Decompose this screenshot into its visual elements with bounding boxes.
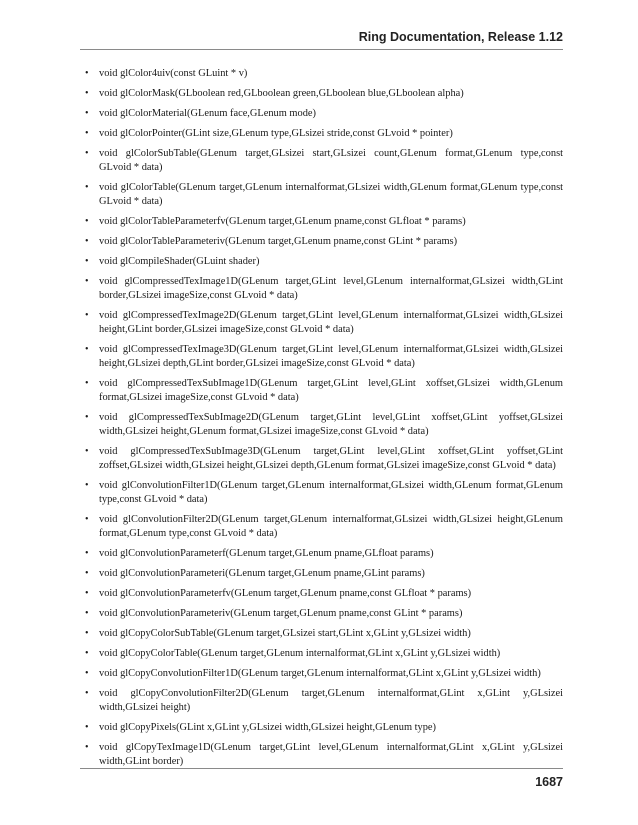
function-signature: void glConvolutionParameterf(GLenum target,GLenum pname,GLfloat params): [99, 548, 434, 559]
list-item: [83, 309, 563, 337]
function-signature: void glConvolutionParameteri(GLenum target,GLenum pname,GLint params): [99, 568, 425, 579]
list-item: [83, 87, 563, 101]
bullet-icon: •: [85, 276, 89, 287]
function-signature: void glColorSubTable(GLenum target,GLsizei start,GLsizei count,GLenum format,GLenum type,const GLvoid * data): [99, 148, 563, 173]
bullet-icon: •: [85, 68, 89, 79]
bullet-icon: •: [85, 742, 89, 753]
function-signature: void glConvolutionParameterfv(GLenum target,GLenum pname,const GLfloat * params): [99, 588, 472, 599]
function-signature: void glColorTableParameteriv(GLenum target,GLenum pname,const GLint * params): [99, 236, 458, 247]
bullet-icon: •: [85, 216, 89, 227]
bullet-icon: •: [85, 668, 89, 679]
list-item: [83, 445, 563, 473]
list-item: [83, 667, 563, 681]
header-divider: [80, 49, 563, 50]
bullet-icon: •: [85, 480, 89, 491]
function-signature: void glCopyColorTable(GLenum target,GLenum internalformat,GLint x,GLint y,GLsizei width): [99, 648, 501, 659]
bullet-icon: •: [85, 236, 89, 247]
bullet-icon: •: [85, 628, 89, 639]
bullet-icon: •: [85, 108, 89, 119]
bullet-icon: •: [85, 548, 89, 559]
function-signature: void glColorTable(GLenum target,GLenum internalformat,GLsizei width,GLenum format,GLenum type,const GLvoid * data): [99, 182, 563, 207]
footer-divider: [80, 768, 563, 769]
bullet-icon: •: [85, 128, 89, 139]
list-item: [83, 377, 563, 405]
page-number: 1687: [535, 775, 563, 789]
bullet-icon: •: [85, 688, 89, 699]
function-signature: void glColorTableParameterfv(GLenum target,GLenum pname,const GLfloat * params): [99, 216, 466, 227]
function-signature: void glColorMaterial(GLenum face,GLenum mode): [99, 108, 316, 119]
bullet-icon: •: [85, 412, 89, 423]
list-item: [83, 275, 563, 303]
function-signature: void glConvolutionFilter1D(GLenum target,GLenum internalformat,GLsizei width,GLenum format,GLenum type,const GLvoid * data): [99, 480, 563, 505]
function-signature: void glColor4uiv(const GLuint * v): [99, 68, 248, 79]
function-signature: void glCompileShader(GLuint shader): [99, 256, 260, 267]
bullet-icon: •: [85, 608, 89, 619]
function-signature: void glCompressedTexImage1D(GLenum target,GLint level,GLenum internalformat,GLsizei width,GLint border,GLsizei imageSize,const GLvoid * data): [99, 276, 563, 301]
function-signature: void glConvolutionFilter2D(GLenum target,GLenum internalformat,GLsizei width,GLsizei height,GLenum format,GLenum type,const GLvoid * data): [99, 514, 563, 539]
list-item: [83, 215, 563, 229]
function-signature: void glCopyTexImage1D(GLenum target,GLint level,GLenum internalformat,GLint x,GLint y,GLsizei width,GLint border): [99, 742, 563, 767]
function-signature: void glCompressedTexImage3D(GLenum target,GLint level,GLenum internalformat,GLsizei width,GLsizei height,GLsizei depth,GLint border,GLsizei imageSize,const GLvoid * data): [99, 344, 563, 369]
function-signature: void glCompressedTexSubImage1D(GLenum target,GLint level,GLint xoffset,GLsizei width,GLenum format,GLsizei imageSize,const GLvoid * data): [99, 378, 563, 403]
bullet-icon: •: [85, 344, 89, 355]
function-signature: void glCopyConvolutionFilter2D(GLenum target,GLenum internalformat,GLint x,GLint y,GLsizei width,GLsizei height): [99, 688, 563, 713]
function-list: [83, 67, 563, 769]
list-item: [83, 741, 563, 769]
list-item: [83, 567, 563, 581]
function-signature: void glCopyPixels(GLint x,GLint y,GLsizei width,GLsizei height,GLenum type): [99, 722, 436, 733]
list-item: [83, 67, 563, 81]
function-signature: void glCompressedTexSubImage2D(GLenum target,GLint level,GLint xoffset,GLint yoffset,GLsizei width,GLsizei height,GLenum format,GLsizei imageSize,const GLvoid * data): [99, 412, 563, 437]
bullet-icon: •: [85, 182, 89, 193]
bullet-icon: •: [85, 310, 89, 321]
list-item: [83, 547, 563, 561]
function-signature: void glCompressedTexSubImage3D(GLenum target,GLint level,GLint xoffset,GLint yoffset,GLint zoffset,GLsizei width,GLsizei height,GLsizei depth,GLenum format,GLsizei imageSize,const GLvoid * data): [99, 446, 563, 471]
function-list-section: [83, 67, 563, 775]
function-signature: void glCompressedTexImage2D(GLenum target,GLint level,GLenum internalformat,GLsizei width,GLsizei height,GLint border,GLsizei imageSize,const GLvoid * data): [99, 310, 563, 335]
bullet-icon: •: [85, 148, 89, 159]
list-item: [83, 687, 563, 715]
bullet-icon: •: [85, 446, 89, 457]
list-item: [83, 181, 563, 209]
list-item: [83, 587, 563, 601]
list-item: [83, 607, 563, 621]
function-signature: void glColorMask(GLboolean red,GLboolean green,GLboolean blue,GLboolean alpha): [99, 88, 464, 99]
bullet-icon: •: [85, 588, 89, 599]
list-item: [83, 513, 563, 541]
list-item: [83, 147, 563, 175]
bullet-icon: •: [85, 378, 89, 389]
bullet-icon: •: [85, 568, 89, 579]
function-signature: void glCopyColorSubTable(GLenum target,GLsizei start,GLint x,GLint y,GLsizei width): [99, 628, 471, 639]
list-item: [83, 721, 563, 735]
bullet-icon: •: [85, 88, 89, 99]
function-signature: void glColorPointer(GLint size,GLenum type,GLsizei stride,const GLvoid * pointer): [99, 128, 453, 139]
list-item: [83, 127, 563, 141]
bullet-icon: •: [85, 648, 89, 659]
list-item: [83, 627, 563, 641]
list-item: [83, 107, 563, 121]
function-signature: void glConvolutionParameteriv(GLenum target,GLenum pname,const GLint * params): [99, 608, 463, 619]
list-item: [83, 411, 563, 439]
page-header-title: Ring Documentation, Release 1.12: [358, 30, 563, 44]
list-item: [83, 343, 563, 371]
bullet-icon: •: [85, 256, 89, 267]
bullet-icon: •: [85, 514, 89, 525]
function-signature: void glCopyConvolutionFilter1D(GLenum target,GLenum internalformat,GLint x,GLint y,GLsizei width): [99, 668, 541, 679]
list-item: [83, 479, 563, 507]
list-item: [83, 235, 563, 249]
bullet-icon: •: [85, 722, 89, 733]
list-item: [83, 647, 563, 661]
list-item: [83, 255, 563, 269]
